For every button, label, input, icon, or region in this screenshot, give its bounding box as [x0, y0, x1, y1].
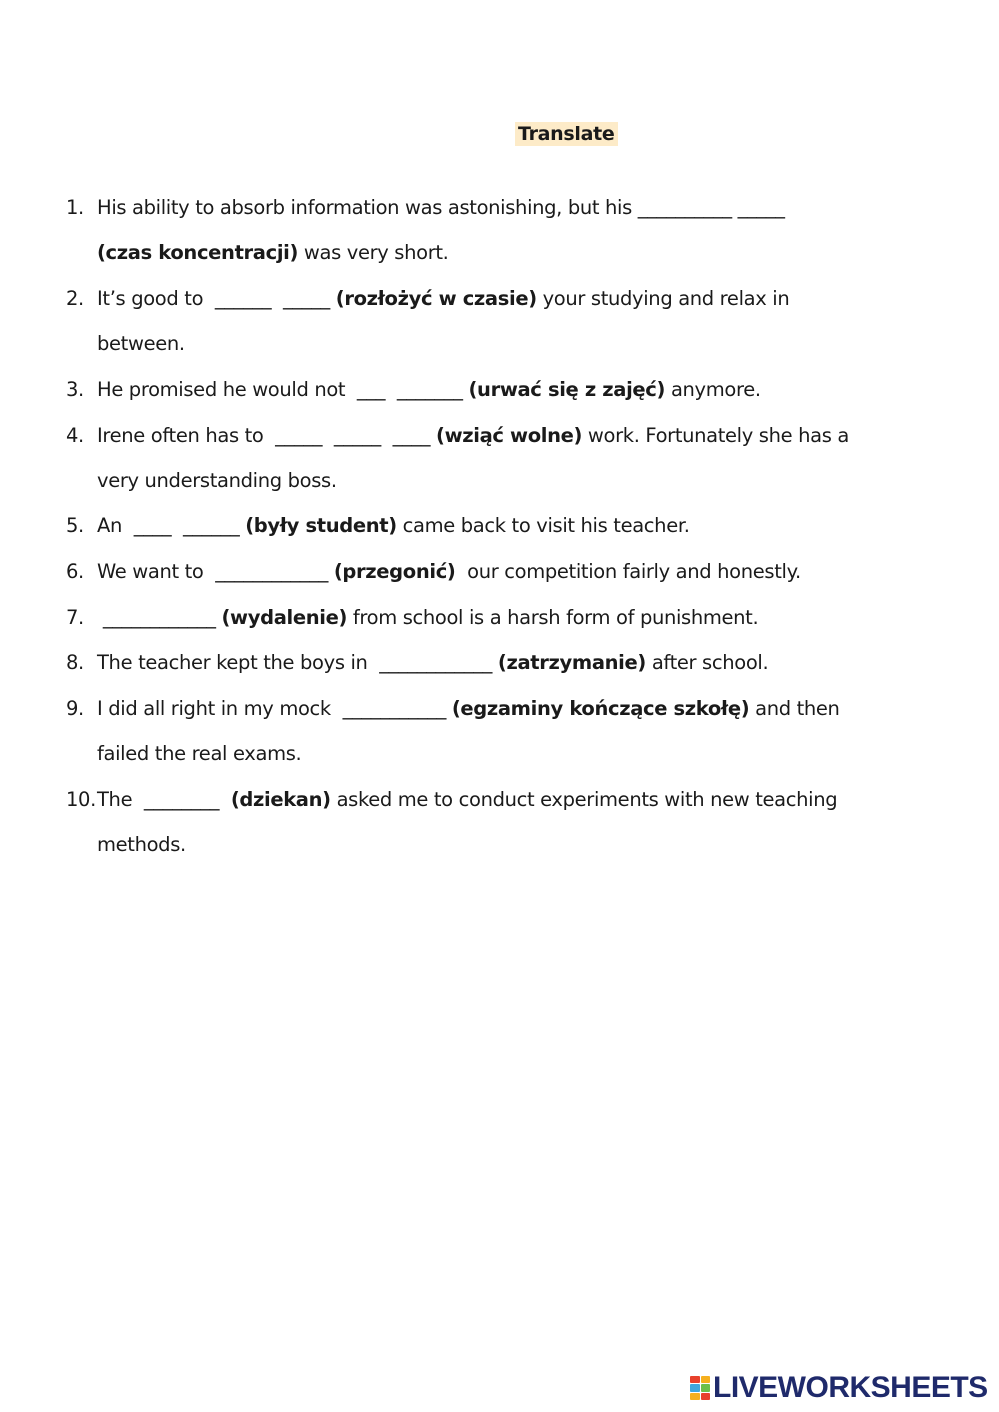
- item-text: I did all right in my mock ___________: [97, 697, 452, 720]
- item-text: came back to visit his teacher.: [396, 514, 690, 537]
- polish-hint: (rozłożyć w czasie): [335, 287, 537, 310]
- item-text: His ability to absorb information was astonishing, but his __________ _____: [97, 196, 785, 219]
- polish-hint: (czas koncentracji): [97, 241, 299, 264]
- polish-hint: (dziekan): [230, 788, 331, 811]
- item-text: anymore.: [665, 378, 761, 401]
- logo-tile: [701, 1376, 711, 1383]
- polish-hint: (wziąć wolne): [436, 424, 583, 447]
- item-number: 10.: [66, 788, 96, 811]
- item-text: The teacher kept the boys in ____________: [97, 651, 498, 674]
- item-text: Irene often has to _____ _____ ____: [97, 424, 437, 447]
- item-text: methods.: [97, 833, 186, 856]
- logo-tile: [690, 1376, 700, 1383]
- item-number: 4.: [66, 424, 84, 447]
- item-line: [97, 332, 185, 356]
- item-line: [97, 424, 849, 448]
- item-text: The ________: [97, 788, 231, 811]
- polish-hint: (egzaminy kończące szkołę): [451, 697, 750, 720]
- logo-tile: [690, 1384, 700, 1391]
- item-number: 9.: [66, 697, 84, 720]
- item-text: We want to ____________: [97, 560, 334, 583]
- item-line: [97, 651, 768, 675]
- polish-hint: (wydalenie): [221, 606, 348, 629]
- item-text: ____________: [97, 606, 222, 629]
- liveworksheets-logo-icon: [690, 1376, 710, 1400]
- item-line: [97, 788, 837, 812]
- item-line: [97, 514, 690, 538]
- polish-hint: (przegonić): [333, 560, 456, 583]
- item-text: An ____ ______: [97, 514, 246, 537]
- item-text: from school is a harsh form of punishment.: [347, 606, 759, 629]
- polish-hint: (zatrzymanie): [497, 651, 646, 674]
- item-number: 5.: [66, 514, 84, 537]
- item-line: [97, 697, 840, 721]
- item-line: [97, 287, 789, 311]
- polish-hint: (urwać się z zajęć): [468, 378, 666, 401]
- item-text: very understanding boss.: [97, 469, 337, 492]
- item-text: was very short.: [298, 241, 449, 264]
- item-text: He promised he would not ___ _______: [97, 378, 469, 401]
- polish-hint: (były student): [245, 514, 397, 537]
- item-line: [97, 469, 337, 493]
- logo-tile: [701, 1393, 711, 1400]
- item-text: between.: [97, 332, 185, 355]
- item-text: It’s good to ______ _____: [97, 287, 336, 310]
- item-line: [97, 196, 785, 220]
- item-number: 7.: [66, 606, 84, 629]
- item-text: our competition fairly and honestly.: [455, 560, 801, 583]
- item-number: 2.: [66, 287, 84, 310]
- item-number: 8.: [66, 651, 84, 674]
- item-text: failed the real exams.: [97, 742, 302, 765]
- item-text: and then: [749, 697, 840, 720]
- item-text: your studying and relax in: [536, 287, 790, 310]
- item-line: [97, 378, 761, 402]
- item-number: 3.: [66, 378, 84, 401]
- item-number: 1.: [66, 196, 84, 219]
- item-text: after school.: [645, 651, 769, 674]
- item-line: [97, 241, 449, 265]
- liveworksheets-logo: [690, 1372, 988, 1404]
- item-line: [97, 833, 186, 857]
- page-title: Translate: [515, 122, 618, 146]
- liveworksheets-logo-text: LIVEWORKSHEETS: [713, 1371, 988, 1404]
- item-line: [97, 742, 301, 766]
- item-line: [97, 560, 801, 584]
- item-line: [97, 606, 758, 630]
- logo-tile: [690, 1393, 700, 1400]
- logo-tile: [701, 1384, 711, 1391]
- item-text: work. Fortunately she has a: [582, 424, 849, 447]
- item-number: 6.: [66, 560, 84, 583]
- item-text: asked me to conduct experiments with new teaching: [330, 788, 838, 811]
